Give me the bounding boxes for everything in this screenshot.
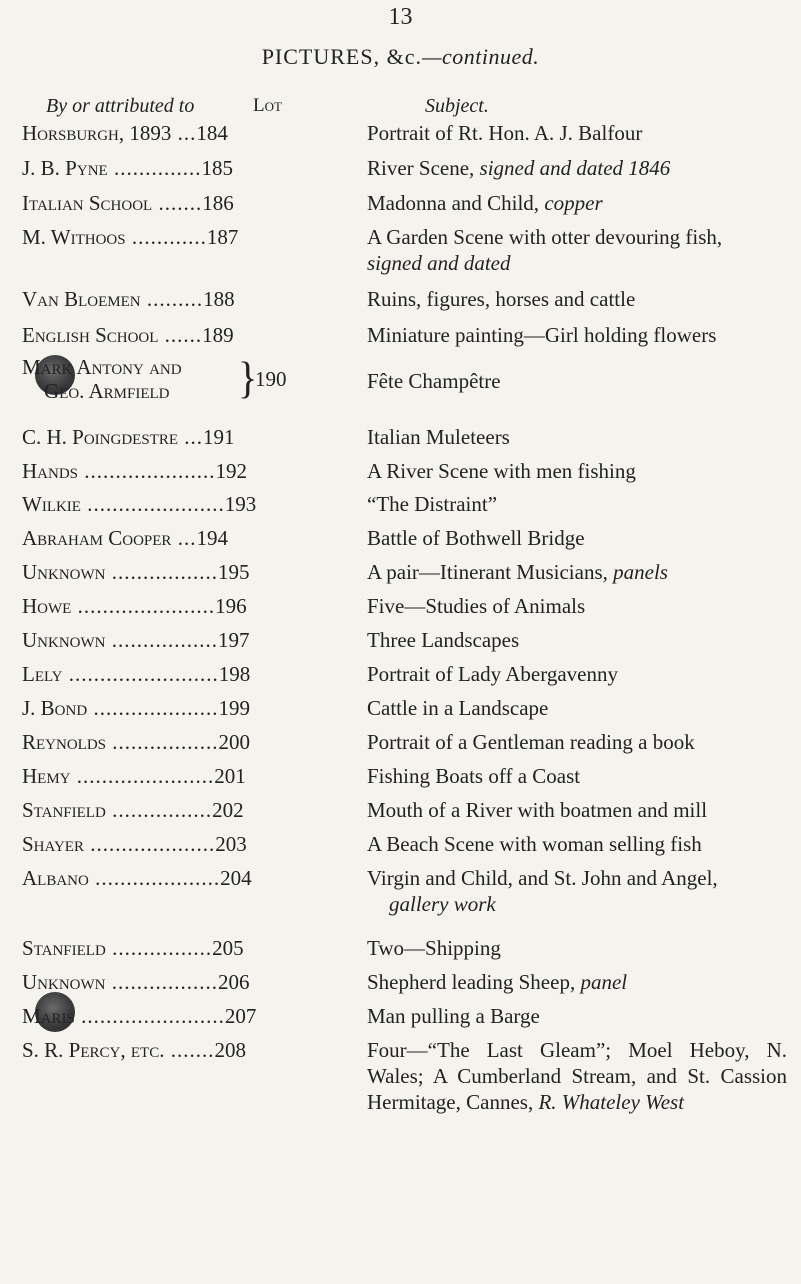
subject: A River Scene with men fishing [367,459,636,483]
artist-name: J. B. Pyne ..............185 [22,156,233,180]
artist-name: S. R. Percy, etc. .......208 [22,1038,246,1062]
artist-name: Unknown .................195 [22,560,250,584]
subject: A Garden Scene with otter devouring fish, signed and dated [367,225,723,275]
subject: Italian Muleteers [367,425,510,449]
subject: Ruins, figures, horses and cattle [367,287,636,311]
column-header-artist: By or attributed to [46,95,195,117]
subject: River Scene, signed and dated 1846 [367,156,671,180]
subject: Battle of Bothwell Bridge [367,526,585,550]
subject: Cattle in a Landscape [367,696,549,720]
artist-name: Hemy ......................201 [22,764,246,788]
artist-name: Stanfield ................202 [22,798,244,822]
artist-name: Horsburgh, 1893 ...184 [22,121,228,145]
subject: Fishing Boats off a Coast [367,764,581,788]
subject: Three Landscapes [367,628,520,652]
subject: Shepherd leading Sheep, panel [367,970,628,994]
subject: Portrait of Lady Abergavenny [367,662,618,686]
column-header-lot: Lot [253,95,282,116]
page-number: 13 [388,4,413,30]
subject: Five—Studies of Animals [367,594,586,618]
artist-name: Italian School .......186 [22,191,234,215]
artist-name: Abraham Cooper ...194 [22,526,228,550]
subject: Portrait of a Gentleman reading a book [367,730,695,754]
list-item: Mark Antony and Geo. Armfield } 190 Fête Champêtre [0,354,801,414]
artist-name: J. Bond ....................199 [22,696,250,720]
subject: A pair—Itinerant Musicians, panels [367,560,668,584]
artist-name: Reynolds .................200 [22,730,251,754]
subject: Virgin and Child, and St. John and Angel, gallery work [367,866,718,916]
heading-main: PICTURES, &c. [261,44,422,69]
artist-name: Wilkie ......................193 [22,492,257,516]
column-header-subject: Subject. [425,95,489,117]
subject: Four—“The Last Gleam”; Moel Heboy, N. Wales; A Cumberland Stream, and St. Cassion Hermitage, Cannes, R. Whateley West [367,1038,787,1114]
subject: Miniature painting—Girl holding flowers [367,323,717,347]
subject: Portrait of Rt. Hon. A. J. Balfour [367,121,643,145]
artist-name: Howe ......................196 [22,594,247,618]
page-heading [0,44,801,70]
artist-name: Stanfield ................205 [22,936,244,960]
artist-name: C. H. Poingdestre ...191 [22,425,235,449]
heading-continued: —continued. [421,44,540,69]
subject: Mouth of a River with boatmen and mill [367,798,708,822]
subject: A Beach Scene with woman selling fish [367,832,702,856]
artist-name: M. Withoos ............187 [22,225,239,249]
artist-name: Unknown .................197 [22,628,250,652]
brace-glyph: } [238,352,258,403]
artist-name: English School ......189 [22,323,234,347]
subject: Two—Shipping [367,936,501,960]
artist-name: Lely ........................198 [22,662,251,686]
subject: Man pulling a Barge [367,1004,540,1028]
subject: Madonna and Child, copper [367,191,603,215]
artist-name: Hands .....................192 [22,459,248,483]
artist-name: Shayer ....................203 [22,832,247,856]
subject: Fête Champêtre [367,369,501,393]
artist-name: Maris .......................207 [22,1004,257,1028]
subject: “The Distraint” [367,492,498,516]
artist-name: Albano ....................204 [22,866,252,890]
artist-name: Van Bloemen .........188 [22,287,235,311]
artist-name: Unknown .................206 [22,970,250,994]
